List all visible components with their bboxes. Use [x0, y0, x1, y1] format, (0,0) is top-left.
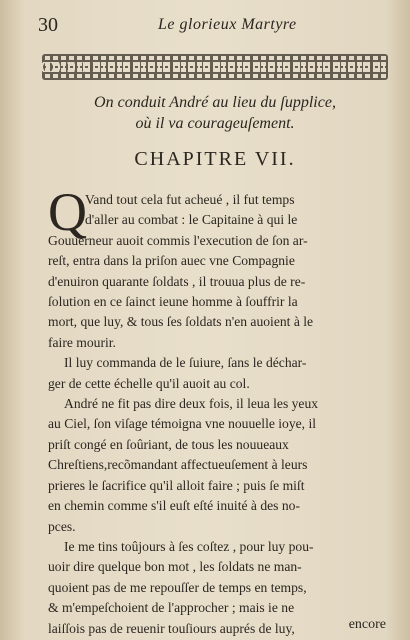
text-line: André ne fit pas dire deux fois, il leua les yeux: [64, 396, 319, 412]
body-text: [48, 182, 390, 639]
paragraph: [48, 353, 390, 394]
text-line: ger de cette échelle qu'il auoit au col.: [48, 375, 250, 391]
text-line: Chreſtiens,recõmandant affectueuſement à leurs: [48, 457, 308, 473]
chapter-title: CHAPITRE VII.: [134, 148, 296, 170]
text-line: Ie me tins toûjours à ſes coſtez , pour luy pou-: [64, 538, 314, 554]
catchword: encore: [348, 617, 386, 632]
text-line: reſt, entra dans la priſon auec vne Compagnie: [48, 253, 295, 269]
text-line: Gouuerneur auoit commis l'execution de ſon ar-: [48, 232, 308, 248]
text-line: Il luy commanda de le ſuiure, ſans le déchar-: [64, 355, 307, 371]
text-line: d'enuiron quarante ſoldats , il trouua plus de re-: [48, 273, 306, 289]
text-line: faire mourir.: [48, 334, 116, 350]
chapter-caption-line: On conduit André au lieu du ſupplice,: [94, 94, 336, 111]
page-header: [38, 14, 380, 38]
drop-cap: Q: [48, 182, 87, 242]
text-line: laiſſois pas de reuenir touſiours auprés de luy,: [48, 620, 295, 636]
decorative-headpiece: [42, 54, 388, 80]
paragraph: [48, 394, 390, 537]
text-line: au Ciel, ſon viſage témoigna vne nouuelle ioye, il: [48, 416, 317, 432]
page-number: 30: [38, 14, 58, 36]
text-line: & m'empeſchoient de l'approcher ; mais ie ne: [48, 600, 295, 616]
text-line: mort, que luy, & tous ſes ſoldats n'en auoient à le: [48, 314, 314, 330]
text-line: prieres le ſacrifice qu'il alloit faire ; puis ſe miſt: [48, 477, 305, 493]
text-line: d'aller au combat : le Capitaine à qui le: [85, 212, 298, 228]
text-line: en chemin comme s'il euſt eſté inuité à des no-: [48, 498, 300, 514]
paragraph: [48, 182, 390, 353]
chapter-caption: [50, 92, 380, 134]
text-line: pces.: [48, 518, 76, 534]
running-head: Le glorieux Martyre: [158, 16, 297, 33]
text-line: quoient pas de me repouſſer de temps en temps,: [48, 579, 307, 595]
text-line: uoir dire quelque bon mot , les ſoldats ne man-: [48, 559, 302, 575]
chapter-caption-line: où il va courageuſement.: [135, 115, 295, 132]
text-line: priſt congé en ſoûriant, de tous les nouueaux: [48, 436, 289, 452]
text-line: ſolution en ce ſainct ieune homme à ſouffrir la: [48, 294, 298, 310]
paragraph: [48, 537, 390, 639]
text-line: Vand tout cela fut acheué , il fut temps: [85, 192, 295, 207]
